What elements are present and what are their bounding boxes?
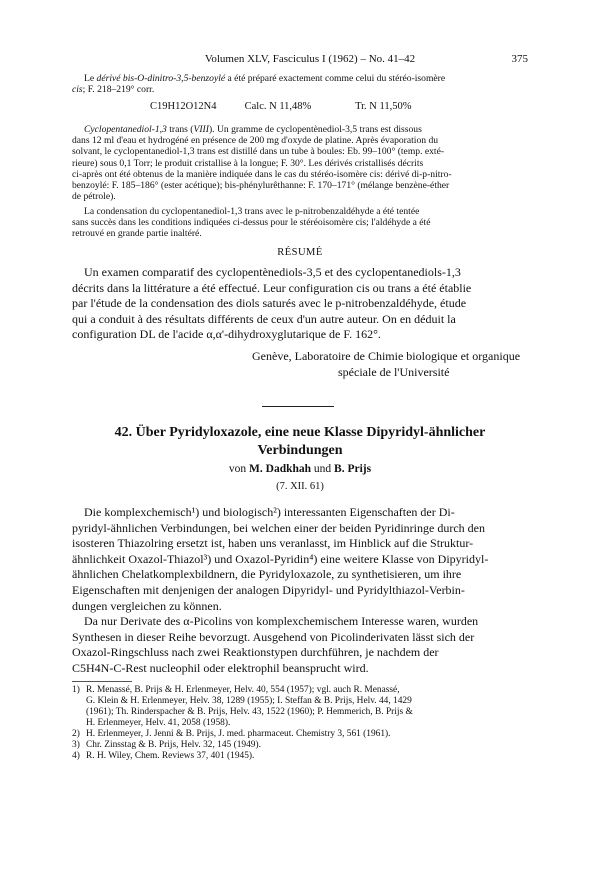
- paragraph-line: benzoylé: F. 185–186° (ester acétique); bis-phénylurêthanne: F. 170–171° (mélange benzène-éther: [72, 180, 450, 192]
- paragraph-line: de pétrole).: [72, 191, 116, 203]
- main-line: Synthesen in dieser Reihe bevorzugt. Ausgehend von Picolinderivaten lässt sich der: [72, 629, 475, 644]
- resume-line: configuration DL de l'acide α,α'-dihydroxyglutarique de F. 162°.: [72, 327, 381, 342]
- footnote-number: 1): [72, 685, 80, 695]
- compound-name: Cyclopentanediol-1,3: [84, 124, 167, 135]
- footnote-line: H. Erlenmeyer, Helv. 41, 2058 (1958).: [86, 718, 231, 728]
- main-text: [72, 505, 528, 677]
- author-name: B. Prijs: [334, 463, 372, 475]
- byline-text: von: [228, 463, 250, 475]
- formula-found: Tr. N 11,50%: [355, 101, 412, 112]
- paragraph-line: dans 12 ml d'eau et hydrogéné en présence de 200 mg d'oxyde de platine. Après évaporation du: [72, 135, 439, 147]
- formula-line: [150, 101, 470, 112]
- paragraph-line: La condensation du cyclopentanediol-1,3 trans avec le p-nitrobenzaldéhyde a été tentée: [84, 206, 420, 217]
- footnote-line: Chr. Zinsstag & B. Prijs, Helv. 32, 145 (1949).: [86, 740, 261, 750]
- main-line: dungen vergleichen zu können.: [72, 598, 222, 613]
- footnote-number: 3): [72, 740, 80, 750]
- cyclopentanediol-paragraph: [72, 124, 528, 202]
- paragraph-text: ). Un gramme de cyclopentènediol-3,5 trans est dissous: [208, 124, 422, 135]
- resume-line: qui a conduit à des résultats différents de ceux d'un autre auteur. On en déduit la: [72, 311, 456, 326]
- resume-line: par l'étude de la condensation des diols saturés avec le p-nitrobenzaldéhyde, étude: [72, 296, 467, 311]
- main-line: pyridyl-ähnlichen Verbindungen, bei welchen einer der beiden Pyridinringe durch den: [72, 520, 485, 535]
- received-date: (7. XII. 61): [276, 481, 324, 492]
- intro-melting-point: ; F. 218–219° corr.: [82, 84, 155, 96]
- footnote-line: R. Menassé, B. Prijs & H. Erlenmeyer, Helv. 40, 554 (1957); vgl. auch R. Menassé,: [86, 685, 400, 695]
- main-line: Eigenschaften mit denjenigen der analogen Dipyridyl- und Pyridylthiazol-Verbin-: [72, 582, 465, 597]
- footnote-number: 2): [72, 729, 80, 739]
- footnote-line: G. Klein & H. Erlenmeyer, Helv. 38, 1289 (1955); I. Steffan & B. Prijs, Helv. 44, 1429: [86, 696, 412, 706]
- condensation-paragraph: [72, 206, 528, 240]
- formula-calc: Calc. N 11,48%: [244, 101, 312, 112]
- byline: [60, 463, 540, 475]
- footnote-3: [72, 740, 528, 751]
- footnote-number: 4): [72, 751, 80, 761]
- article-title-line: Verbindungen: [257, 443, 343, 458]
- running-title: Volumen XLV, Fasciculus I (1962) – No. 41–42: [204, 53, 416, 65]
- author-name: M. Dadkhah: [249, 463, 312, 475]
- resume-line: Un examen comparatif des cyclopentènediols-3,5 et des cyclopentanediols-1,3: [84, 265, 461, 279]
- footnote-2: [72, 729, 528, 740]
- intro-text: Le: [84, 73, 97, 84]
- intro-paragraph: [72, 73, 528, 95]
- intro-derivative-name: dérivé bis-O-dinitro-3,5-benzoylé: [96, 73, 226, 84]
- paragraph-line: sans succès dans les conditions indiquées ci-dessus pour le stéréoisomère cis; l'aldéhyde a été: [72, 217, 431, 229]
- footnote-line: (1961); Th. Rinderspacher & B. Prijs, Helv. 43, 1522 (1960); P. Hemmerich, B. Prijs &: [86, 707, 413, 717]
- article-title: [60, 424, 540, 460]
- paragraph-text: trans (: [166, 124, 194, 135]
- page-number: 375: [511, 53, 528, 65]
- footnote-rule: [72, 681, 132, 682]
- affiliation: [252, 349, 542, 380]
- separator-rule: [262, 406, 334, 407]
- paragraph-line: retrouvé en grande partie inaltéré.: [72, 228, 202, 240]
- resume-heading: RÉSUMÉ: [277, 247, 323, 258]
- article-title-line: 42. Über Pyridyloxazole, eine neue Klasse Dipyridyl-ähnlicher: [114, 425, 486, 440]
- affiliation-line: Genève, Laboratoire de Chimie biologique et organique: [252, 349, 521, 363]
- footnote-4: [72, 751, 528, 762]
- compound-number: VIII: [193, 124, 209, 135]
- paragraph-line: solvant, le cyclopentanediol-1,3 trans est distillé dans un tube à boules: Eb. 99–100° (temp. exté-: [72, 146, 445, 158]
- paragraph-line: rieure) sous 0,1 Torr; le produit cristallise à la longue; F. 30°. Les dérivés cristallisés décrits: [72, 157, 424, 169]
- affiliation-line: spéciale de l'Université: [338, 364, 450, 379]
- main-line: Die komplexchemisch¹) und biologisch²) interessanten Eigenschaften der Di-: [84, 505, 455, 519]
- intro-text: a été préparé exactement comme celui du stéréo-isomère: [225, 73, 446, 84]
- main-line: Da nur Derivate des α-Picolins von komplexchemischem Interesse waren, wurden: [84, 614, 479, 629]
- footnote-1: [72, 685, 528, 729]
- footnote-line: R. H. Wiley, Chem. Reviews 37, 401 (1945).: [86, 751, 255, 761]
- footnotes: [72, 685, 528, 762]
- main-line: C5H4N-C-Rest nucleophil oder elektrophil beansprucht wird.: [72, 660, 369, 675]
- paragraph-line: ci-après ont été obtenus de la manière indiquée dans le cas du stéréo-isomère cis: dérivé di-p-nitro-: [72, 168, 452, 180]
- footnote-line: H. Erlenmeyer, J. Jenni & B. Prijs, J. med. pharmaceut. Chemistry 3, 561 (1961).: [86, 729, 391, 739]
- intro-cis: cis: [72, 84, 83, 96]
- byline-text: und: [311, 463, 335, 475]
- main-line: ähnlichkeit Oxazol-Thiazol³) und Oxazol-Pyridin⁴) eine weitere Klasse von Dipyridyl-: [72, 551, 489, 566]
- formula-compound: C19H12O12N4: [150, 101, 217, 112]
- main-line: isosteren Thiazolring ersetzt ist, haben uns veranlasst, im Hinblick auf die Struktur-: [72, 536, 474, 551]
- resume-paragraph: [72, 265, 528, 343]
- resume-line: décrits dans la littérature a été effectué. Leur configuration cis ou trans a été établie: [72, 280, 472, 295]
- main-line: ähnlichen Chelatkomplexbildnern, die Pyridyloxazole, zu synthetisieren, um ihre: [72, 567, 462, 582]
- main-line: Oxazol-Ringschluss nach zwei Reaktionstypen durchführen, je nachdem der: [72, 645, 439, 660]
